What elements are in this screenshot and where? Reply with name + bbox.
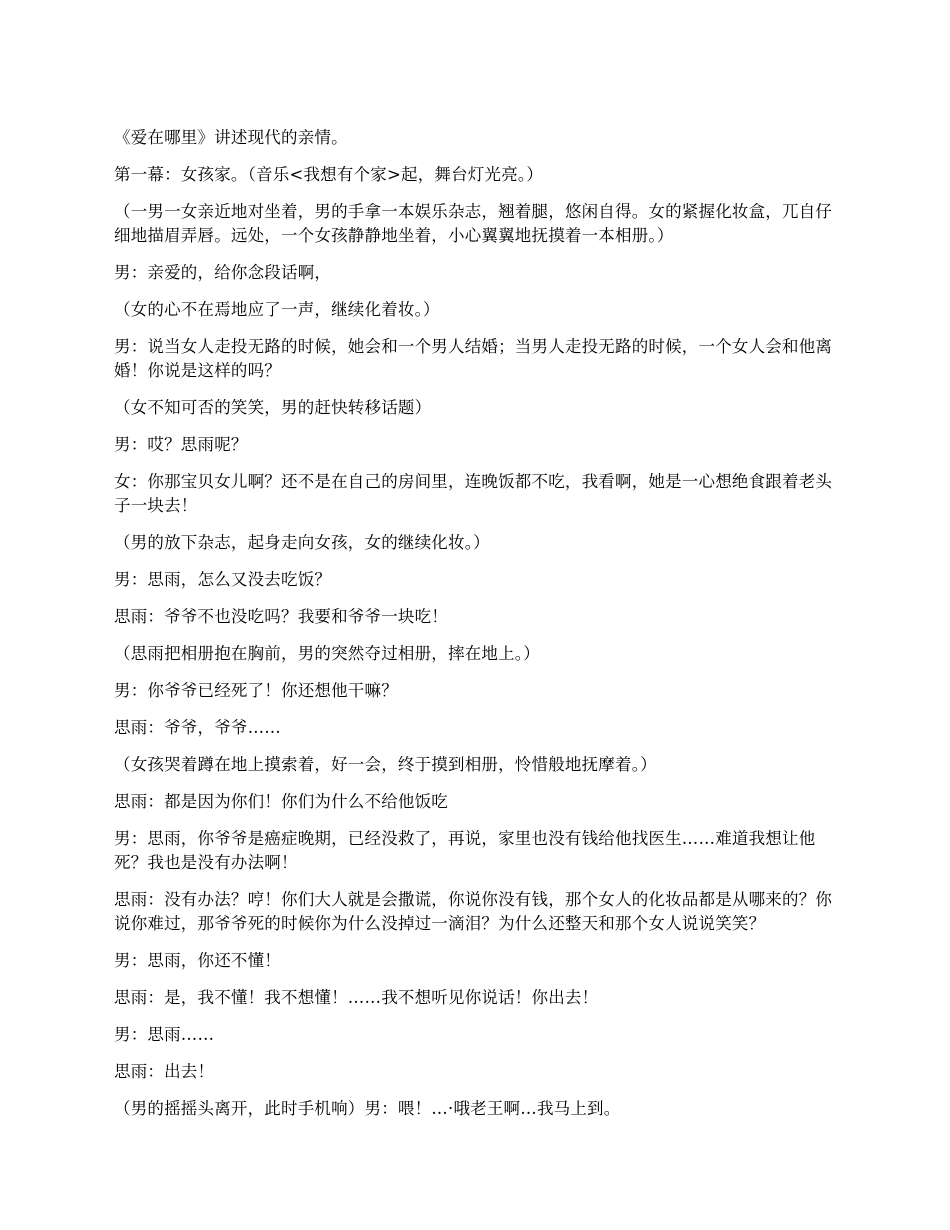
paragraph-dialogue: 思雨：爷爷不也没吃吗？我要和爷爷一块吃！ [114,607,448,626]
paragraph-stage-direction: （一男一女亲近地对坐着，男的手拿一本娱乐杂志，翘着腿，悠闲自得。女的紧握化妆盒，兀自仔细地描眉弄唇。远处，一个女孩静静地坐着，小心翼翼地抚摸着一本相册。） [114,202,833,245]
paragraph-dialogue: 思雨：都是因为你们！你们为什么不给他饭吃 [114,792,448,811]
paragraph-dialogue: 男：哎？思雨呢？ [114,435,248,454]
paragraph-dialogue: 思雨：是，我不懂！我不想懂！……我不想听见你说话！你出去！ [114,988,599,1007]
paragraph-scene-heading: 第一幕：女孩家。（音乐<我想有个家>起，舞台灯光亮。） [114,165,544,184]
paragraph-stage-direction: （女不知可否的笑笑，男的赶快转移话题） [114,398,432,417]
paragraph-dialogue: 思雨：没有办法？哼！你们大人就是会撒谎，你说你没有钱，那个女人的化妆品都是从哪来的？你说你难过，那爷爷死的时候你为什么没掉过一滴泪？为什么还整天和那个女人说说笑笑？ [114,890,833,933]
paragraph-stage-direction: （女孩哭着蹲在地上摸索着，好一会，终于摸到相册，怜惜般地抚摩着。） [114,755,657,774]
paragraph-dialogue: 思雨：爷爷，爷爷…… [114,718,281,737]
paragraph-dialogue: 男：思雨，你爷爷是癌症晚期，已经没救了，再说，家里也没有钱给他找医生……难道我想让他死？我也是没有办法啊！ [114,829,816,872]
document-page [114,126,842,1134]
paragraph-dialogue: 男：思雨…… [114,1025,215,1044]
paragraph-dialogue: 男：你爷爷已经死了！你还想他干嘛？ [114,681,398,700]
paragraph-stage-direction: （女的心不在焉地应了一声，继续化着妆。） [114,300,440,319]
paragraph-stage-direction: （男的放下杂志，起身走向女孩，女的继续化妆。） [114,533,490,552]
paragraph-dialogue: 男：思雨，怎么又没去吃饭？ [114,570,332,589]
paragraph-dialogue: 男：说当女人走投无路的时候，她会和一个男人结婚；当男人走投无路的时候，一个女人会和他离婚！你说是这样的吗？ [114,337,833,380]
paragraph-dialogue: （男的摇摇头离开，此时手机响）男：喂！…·哦老王啊…我马上到。 [114,1099,621,1118]
paragraph-dialogue: 女：你那宝贝女儿啊？还不是在自己的房间里，连晚饭都不吃，我看啊，她是一心想绝食跟着老头子一块去！ [114,472,833,515]
paragraph-dialogue: 思雨：出去！ [114,1062,215,1081]
paragraph-stage-direction: （思雨把相册抱在胸前，男的突然夺过相册，摔在地上。） [114,644,540,663]
paragraph-title: 《爱在哪里》讲述现代的亲情。 [114,128,348,147]
paragraph-dialogue: 男：亲爱的，给你念段话啊， [114,263,332,282]
paragraph-dialogue: 男：思雨，你还不懂！ [114,951,281,970]
